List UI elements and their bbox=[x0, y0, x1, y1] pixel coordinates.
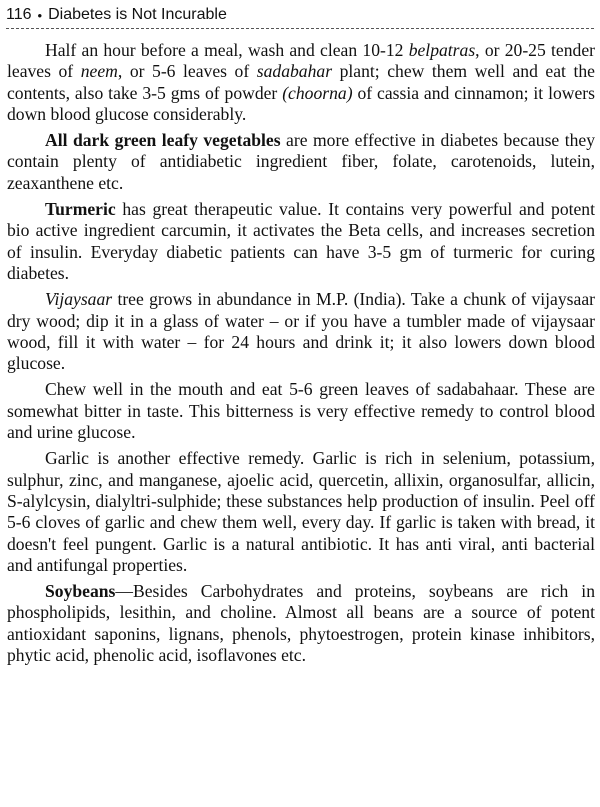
page-body bbox=[7, 40, 595, 666]
italic-term-belpatras: belpatras bbox=[408, 40, 476, 60]
page-number: 116 bbox=[6, 6, 32, 23]
italic-term-neem: neem bbox=[80, 61, 118, 82]
paragraph-text: Half an hour before a meal, wash and clean 10-12 bbox=[45, 40, 409, 60]
paragraph-soybeans bbox=[7, 581, 595, 666]
bold-heading-soybeans: Soybeans bbox=[45, 581, 116, 602]
running-header bbox=[6, 3, 227, 27]
paragraph-leafy-vegetables bbox=[7, 130, 595, 194]
header-separator: • bbox=[37, 7, 43, 23]
bold-heading-leafy-vegetables: All dark green leafy vegetables bbox=[45, 130, 281, 151]
paragraph-text: plant; chew them well and eat the contents, also take 3-5 gms of powder bbox=[7, 61, 595, 103]
paragraph-text: , or 5-6 leaves of bbox=[117, 61, 257, 82]
book-title: Diabetes is Not Incurable bbox=[48, 6, 227, 23]
paragraph-sadabahaar: Chew well in the mouth and eat 5-6 green leaves of sadabahaar. These are somewhat bitter in taste. This bitterness is very effective remedy to control blood and urine glucose. bbox=[7, 379, 595, 443]
paragraph-text: —Besides Carbohydrates and proteins, soybeans are rich in phospholipids, lesithin, and choline. Almost all beans are a source of potent antioxidant saponins, lignans, phenols, phytoestrogen, protein kinase inhibitors, phytic acid, phenolic acid, isoflavones etc. bbox=[7, 581, 595, 666]
paragraph-text: has great therapeutic value. It contains very powerful and potent bio active ingredient carcumin, it activates the Beta cells, and increases secretion of insulin. Everyday diabetic patients can have 3-5 gm of turmeric for curing diabetes. bbox=[7, 199, 595, 283]
paragraph-garlic: Garlic is another effective remedy. Garlic is rich in selenium, potassium, sulphur, zinc, and manganese, ajoelic acid, quercetin, allixin, organosulfar, allicin, S-alylcysin, dialyltri-sulphide; these substances help production of insulin. Peel off 5-6 cloves of garlic and chew them well, every day. If garlic is taken with bread, it doesn't feel pungent. Garlic is a natural antibiotic. It has anti viral, anti bacterial and antifungal properties. bbox=[7, 448, 595, 575]
italic-term-sadabahar: sadabahar bbox=[256, 61, 333, 82]
paragraph-text: tree grows in abundance in M.P. (India). Take a chunk of vijaysaar dry wood; dip it in a glass of water – or if you have a tumbler made of vijaysaar wood, fill it with water – for 24 hours and drink it; it also lowers down blood glucose. bbox=[7, 289, 595, 374]
italic-term-choorna: (choorna) bbox=[282, 82, 353, 103]
paragraph-text: are more effective in diabetes because they contain plenty of antidiabetic ingredient fiber, folate, carotenoids, lutein, zeaxanthene etc. bbox=[7, 130, 595, 193]
header-divider bbox=[6, 28, 594, 29]
bold-heading-turmeric: Turmeric bbox=[45, 199, 116, 220]
italic-term-vijaysaar: Vijaysaar bbox=[45, 289, 113, 310]
paragraph-text: , or 20-25 tender leaves of bbox=[7, 40, 595, 82]
paragraph-vijaysaar bbox=[7, 289, 595, 374]
paragraph-turmeric bbox=[7, 199, 595, 284]
paragraph-text: of cassia and cinnamon; it lowers down blood glucose considerably. bbox=[7, 82, 595, 124]
paragraph-belpatras bbox=[7, 40, 595, 125]
